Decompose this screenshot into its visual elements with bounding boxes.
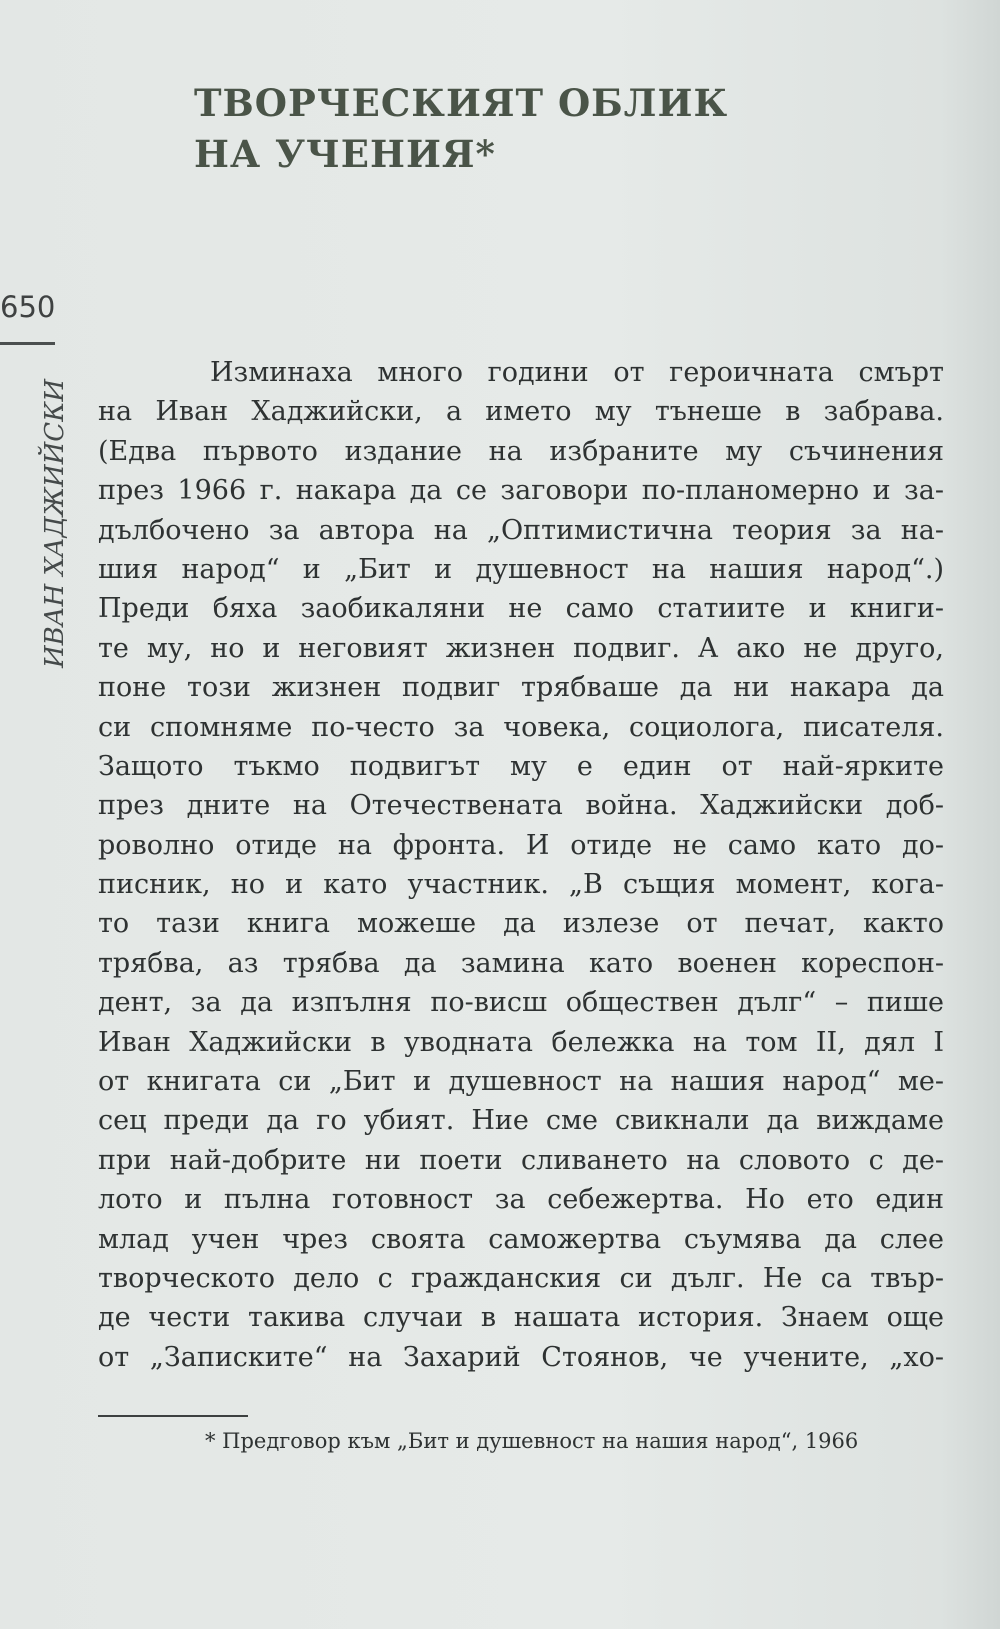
text-line: Преди бяха заобикаляни не само статиите и книги-: [98, 593, 944, 625]
text-line: Защото тъкмо подвигът му е един от най-ярките: [98, 750, 944, 782]
text-line: поне този жизнен подвиг трябваше да ни накара да: [98, 672, 944, 704]
chapter-title-line-1: ТВОРЧЕСКИЯТ ОБЛИК: [194, 81, 729, 125]
text-line: дент, за да изпълня по-висш обществен дълг“ – пише: [98, 987, 944, 1019]
text-line: от „Записките“ на Захарий Стоянов, че учените, „хо-: [98, 1341, 944, 1373]
running-head-author: ИВАН ХАДЖИЙСКИ: [40, 379, 70, 668]
text-line: при най-добрите ни поети сливането на словото с де-: [98, 1144, 944, 1176]
footnote: * Предговор към „Бит и душевност на нашия народ“, 1966: [205, 1429, 859, 1453]
text-line: писник, но и като участник. „В същия момент, кога-: [98, 869, 944, 901]
text-line: трябва, аз трябва да замина като военен кореспон-: [98, 947, 944, 979]
text-line: през 1966 г. накара да се заговори по-планомерно и за-: [98, 475, 944, 507]
text-line: млад учен чрез своята саможертва съумява да слее: [98, 1223, 944, 1255]
text-line: Иван Хаджийски в уводната бележка на том II, дял I: [98, 1026, 944, 1058]
text-line: дълбочено за автора на „Оптимистична теория за на-: [98, 514, 944, 546]
text-line: си спомняме по-често за човека, социолога, писателя.: [98, 711, 944, 743]
chapter-title: [194, 78, 814, 180]
body-text: [98, 353, 944, 1377]
chapter-title-line-2: НА УЧЕНИЯ*: [194, 132, 496, 176]
text-line: на Иван Хаджийски, а името му тънеше в забрава.: [98, 396, 944, 428]
text-line: то тази книга можеше да излезе от печат, както: [98, 908, 944, 940]
text-line: творческото дело с гражданския си дълг. Не са твър-: [98, 1262, 944, 1294]
margin-rule-divider: [0, 342, 55, 345]
text-line: де чести такива случаи в нашата история. Знаем още: [98, 1302, 944, 1334]
text-line: от книгата си „Бит и душевност на нашия народ“ ме-: [98, 1066, 944, 1098]
page-number: 650: [0, 290, 56, 324]
text-line: лото и пълна готовност за себежертва. Но ето един: [98, 1184, 944, 1216]
text-line: роволно отиде на фронта. И отиде не само като до-: [98, 829, 944, 861]
text-line: сец преди да го убият. Ние сме свикнали да виждаме: [98, 1105, 944, 1137]
text-line: шия народ“ и „Бит и душевност на нашия народ“.): [98, 553, 944, 585]
text-line: те му, но и неговият жизнен подвиг. А ако не друго,: [98, 632, 944, 664]
footnote-rule: [98, 1415, 248, 1417]
text-line: (Едва първото издание на избраните му съчинения: [98, 435, 944, 467]
text-line: Изминаха много години от героичната смърт: [210, 357, 944, 388]
text-line: през дните на Отечествената война. Хаджийски доб-: [98, 790, 944, 822]
